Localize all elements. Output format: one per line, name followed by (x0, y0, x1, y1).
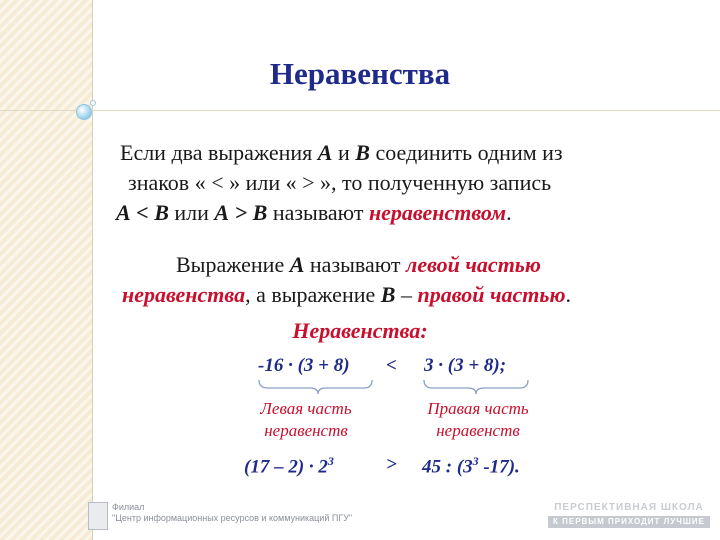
variable-a: А (289, 252, 305, 277)
inequality-less: А < В (116, 200, 169, 225)
example1-right-part: 3 · (3 + 8); (424, 355, 507, 376)
variable-b: В (380, 282, 396, 307)
variable-a: А (317, 140, 333, 165)
exponent: 3 (472, 454, 479, 468)
footer-caption (112, 502, 352, 524)
brand-name: ПЕРСПЕКТИВНАЯ ШКОЛА (554, 502, 704, 513)
text-fragment: , а выражение (245, 282, 381, 307)
slide-title: Неравенства (269, 56, 451, 91)
term-left-part: левой частью (406, 252, 541, 277)
text-fragment: . (506, 200, 512, 225)
institution-logo-icon (88, 502, 108, 530)
left-brace-icon (259, 380, 372, 394)
text-fragment: -17). (478, 456, 520, 478)
definition-line-2: знаков « < » или « > », то полученную запись (128, 170, 552, 195)
example2-right-part (422, 454, 520, 478)
text-fragment: соединить одним из (369, 140, 563, 165)
right-brace-icon (424, 380, 528, 394)
text-fragment: (17 – 2) · 2 (244, 456, 328, 478)
variable-b: В (355, 140, 370, 165)
text-fragment: называют (304, 252, 407, 277)
term-inequality: неравенством (368, 200, 507, 225)
text-fragment: Выражение (176, 252, 290, 277)
right-label-line-1: Правая часть (427, 399, 529, 418)
text-fragment: и (332, 140, 356, 165)
right-label-line-2: неравенств (436, 421, 520, 440)
brand-slogan: К ПЕРВЫМ ПРИХОДИТ ЛУЧШИЕ (548, 516, 710, 528)
example1-sign: < (386, 355, 397, 376)
term-inequality-word: неравенства (122, 282, 246, 307)
text-fragment: или (168, 200, 215, 225)
text-fragment: Если два выражения (120, 140, 318, 165)
examples-heading: Неравенства: (292, 318, 428, 343)
text-fragment: – (395, 282, 418, 307)
example2-left-part (244, 454, 334, 478)
example1-left-part: -16 · (3 + 8) (258, 355, 350, 376)
right-part-label (404, 398, 552, 442)
left-label-line-1: Левая часть (260, 399, 352, 418)
left-part-label (236, 398, 376, 442)
text-fragment: . (565, 282, 572, 307)
brand-logo (548, 500, 710, 532)
inequality-greater: А > В (214, 200, 268, 225)
example2-sign: > (386, 454, 397, 475)
left-label-line-2: неравенств (264, 421, 348, 440)
exponent: 3 (327, 454, 334, 468)
footer-line-2: "Центр информационных ресурсов и коммуникаций ПГУ" (112, 513, 353, 523)
footer-line-1: Филиал (112, 502, 145, 512)
text-fragment: 45 : (3 (422, 456, 473, 478)
term-right-part: правой частью (417, 282, 566, 307)
text-fragment: называют (267, 200, 369, 225)
